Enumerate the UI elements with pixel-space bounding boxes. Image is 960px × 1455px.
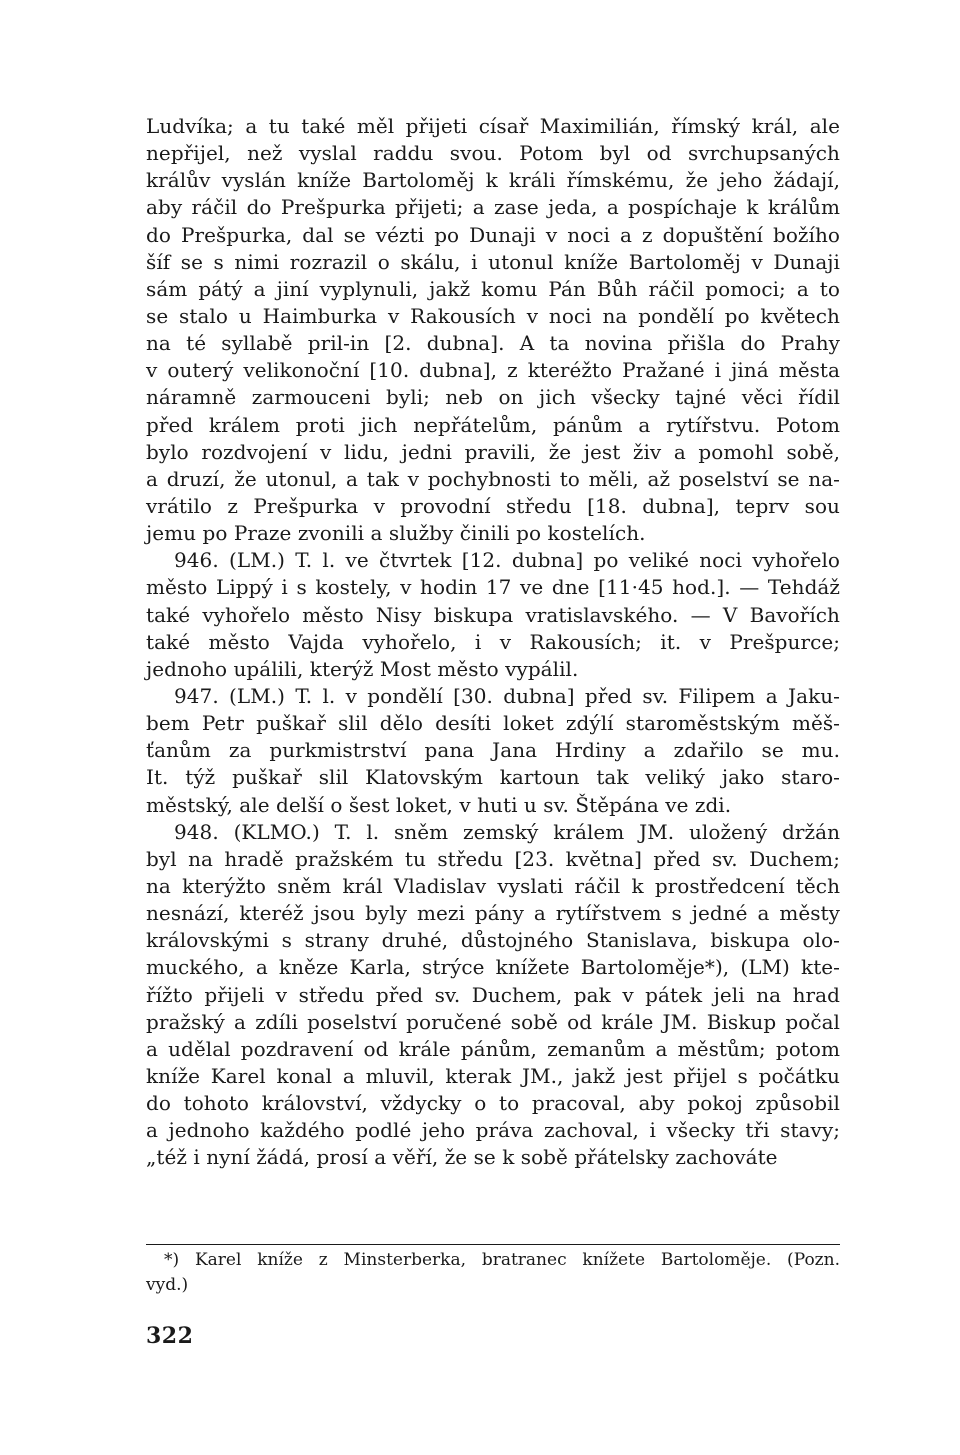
- text-line: šíf se s nimi rozrazil o skálu, i utonul kníže Bartoloměj v Dunaji: [146, 249, 840, 274]
- text-line: byl na hradě pražském tu středu [23. května] před sv. Duchem;: [146, 846, 840, 871]
- text-line: muckého, a kněze Karla, strýce knížete Bartoloměje*), (LM) kte-: [146, 955, 840, 980]
- footnote-line: *) Karel kníže z Minsterberka, bratranec knížete Bartoloměje. (Pozn.: [164, 1250, 840, 1270]
- text-line: aby ráčil do Prešpurka přijeti; a zase jeda, a pospíchaje k králům: [146, 195, 840, 220]
- text-line: také vyhořelo město Nisy biskupa vratislavského. — V Bavořích: [146, 602, 840, 627]
- text-line: jemu po Praze zvonili a služby činili po kostelích.: [146, 521, 646, 546]
- text-line: bylo rozdvojení v lidu, jedni pravili, že jest živ a pomohl sobě,: [146, 439, 840, 464]
- text-line: do Prešpurka, dal se vézti po Dunaji v noci a z dopuštění božího: [146, 222, 840, 247]
- footnote: [146, 1248, 840, 1298]
- text-line: královskými s strany druhé, důstojného Stanislava, biskupa olo-: [146, 928, 840, 953]
- text-line: v outerý velikonoční [10. dubna], z kteréžto Pražané i jiná města: [146, 358, 840, 383]
- text-line: 947. (LM.) T. l. v pondělí [30. dubna] před sv. Filipem a Jaku-: [174, 683, 840, 708]
- body-text: [146, 113, 840, 1171]
- text-line: jednoho upálili, kterýž Most město vypálil.: [146, 656, 579, 681]
- text-line: na kterýžto sněm král Vladislav vyslati ráčil k prostředcení těch: [146, 873, 840, 898]
- text-line: nepřijel, než vyslal raddu svou. Potom byl od svrchupsaných: [146, 141, 840, 166]
- text-line: It. týž puškař slil Klatovským kartoun tak veliký jako staro-: [146, 765, 840, 790]
- text-line: 948. (KLMO.) T. l. sněm zemský králem JM. uložený držán: [174, 819, 840, 844]
- text-line: se stalo u Haimburka v Rakousích v noci na pondělí po květech: [146, 303, 840, 328]
- page-number: 322: [146, 1323, 194, 1349]
- footnote-separator-rule: [146, 1244, 840, 1245]
- text-line: a jednoho každého podlé jeho práva zachoval, i všecky tři stavy;: [146, 1118, 840, 1143]
- text-line: králův vyslán kníže Bartoloměj k králi římskému, že jeho žádají,: [146, 168, 840, 193]
- text-line: městský, ale delší o šest loket, v huti u sv. Štěpána ve zdi.: [146, 792, 732, 817]
- text-line: náramně zarmouceni byli; neb on jich všecky tajné věci řídil: [146, 385, 840, 410]
- text-line: kníže Karel konal a mluvil, kterak JM., jakž jest přijel s počátku: [146, 1063, 840, 1088]
- text-line: město Lippý i s kostely, v hodin 17 ve dne [11·45 hod.]. — Tehdáž: [146, 575, 840, 600]
- text-line: před králem proti jich nepřátelům, pánům a rytířstvu. Potom: [146, 412, 840, 437]
- text-line: také město Vajda vyhořelo, i v Rakousích; it. v Prešpurce;: [146, 629, 840, 654]
- text-line: ťanům za purkmistrství pana Jana Hrdiny a zdařilo se mu.: [146, 738, 840, 763]
- text-line: Ludvíka; a tu také měl přijeti císař Maximilián, římský král, ale: [146, 114, 840, 138]
- text-line: 946. (LM.) T. l. ve čtvrtek [12. dubna] po veliké noci vyhořelo: [174, 548, 840, 573]
- text-line: vrátilo z Prešpurka v provodní středu [18. dubna], teprv sou: [146, 493, 840, 518]
- text-line: do tohoto království, vždycky o to pracoval, aby pokoj způsobil: [146, 1091, 840, 1116]
- text-line: a udělal pozdravení od krále pánům, zemanům a městům; potom: [146, 1036, 840, 1061]
- text-line: a druzí, že utonul, a tak v pochybnosti to měli, až poselství se na-: [146, 466, 840, 491]
- text-line: řížto přijeli v středu před sv. Duchem, pak v pátek jeli na hrad: [146, 982, 840, 1007]
- text-line: „též i nyní žádá, prosí a věří, že se k sobě přátelsky zachováte: [146, 1145, 778, 1170]
- text-line: pražský a zdíli poselství poručené sobě od krále JM. Biskup počal: [146, 1009, 840, 1034]
- text-line: na té syllabě pril-in [2. dubna]. A ta novina přišla do Prahy: [146, 331, 840, 356]
- text-line: bem Petr puškař slil dělo desíti loket zdýlí staroměstským měš-: [146, 711, 840, 736]
- text-line: nesnází, kteréž jsou byly mezi pány a rytířstvem s jedné a městy: [146, 901, 840, 926]
- text-line: sám pátý a jiní vyplynuli, jakž komu Pán Bůh ráčil pomoci; a to: [146, 276, 840, 301]
- footnote-line: vyd.): [146, 1275, 189, 1295]
